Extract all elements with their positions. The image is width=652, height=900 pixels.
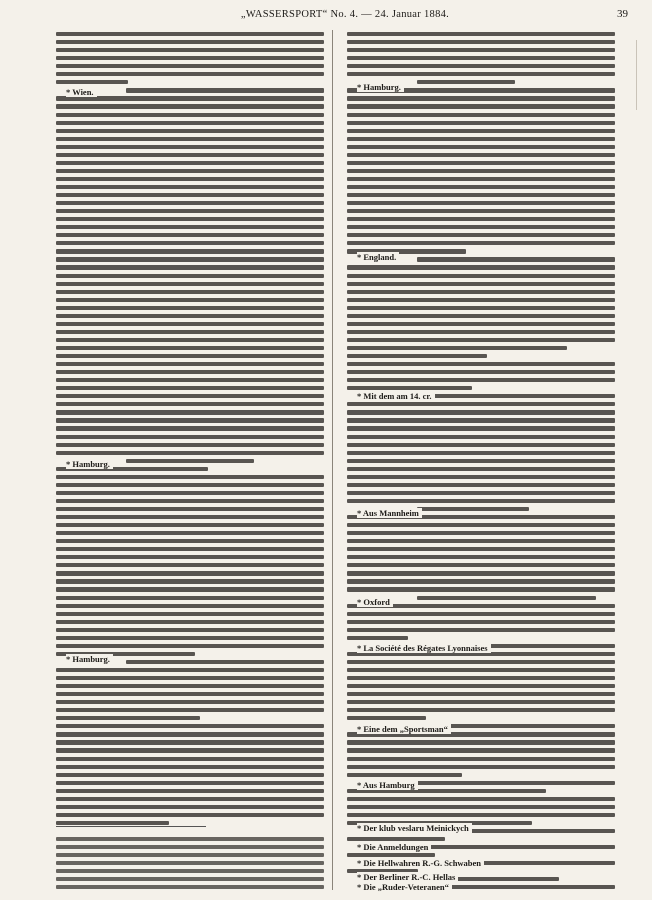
text-line — [347, 48, 615, 52]
text-line — [417, 781, 615, 785]
running-header — [62, 8, 628, 24]
text-line — [347, 282, 615, 286]
text-line — [347, 290, 615, 294]
text-line — [347, 668, 615, 672]
text-line — [56, 435, 324, 439]
text-line — [56, 104, 324, 108]
text-line — [56, 748, 324, 752]
text-line — [417, 80, 515, 84]
text-line — [56, 40, 324, 44]
text-line — [56, 241, 324, 245]
text-line — [56, 724, 324, 728]
article-heading-england: * England. — [357, 252, 399, 262]
text-line — [347, 684, 615, 688]
text-line — [56, 298, 324, 302]
text-line — [56, 805, 324, 809]
text-line — [56, 426, 324, 430]
text-line — [56, 483, 324, 487]
article-heading-anmeldungen: * Die Anmeldungen — [357, 842, 431, 852]
text-line — [56, 628, 324, 632]
text-line — [56, 72, 324, 76]
text-line — [347, 129, 615, 133]
text-line — [56, 56, 324, 60]
left-column — [56, 30, 324, 892]
text-line — [347, 716, 426, 720]
text-line — [347, 451, 615, 455]
text-line — [56, 523, 324, 527]
text-line — [347, 443, 615, 447]
text-line — [56, 249, 324, 253]
text-line — [347, 113, 615, 117]
text-line — [56, 274, 324, 278]
text-line — [347, 555, 615, 559]
text-line — [56, 579, 324, 583]
text-line — [56, 225, 324, 229]
text-line — [347, 563, 615, 567]
text-line — [126, 660, 324, 664]
text-line — [126, 88, 324, 92]
text-line — [56, 797, 324, 801]
text-line — [347, 177, 615, 181]
page-number: 39 — [617, 8, 628, 20]
text-line — [56, 515, 324, 519]
text-line — [56, 410, 324, 414]
text-line — [347, 161, 615, 165]
article-heading-aus-hamburg: * Aus Hamburg — [357, 780, 418, 790]
text-line — [347, 708, 615, 712]
text-line — [347, 185, 615, 189]
article-heading-sportsman: * Eine dem „Sportsman“ — [357, 724, 451, 734]
text-line — [347, 314, 615, 318]
article-heading-hellwahren: * Die Hellwahren R.-G. Schwaben — [357, 858, 484, 868]
text-line — [347, 740, 615, 744]
text-line — [56, 322, 324, 326]
article-heading-hamburg: * Hamburg. — [357, 82, 404, 92]
text-line — [347, 225, 615, 229]
text-line — [347, 346, 567, 350]
text-line — [347, 620, 615, 624]
text-line — [56, 177, 324, 181]
text-line — [56, 837, 324, 841]
text-line — [56, 370, 324, 374]
text-line — [347, 418, 615, 422]
text-line — [347, 169, 615, 173]
text-line — [56, 443, 324, 447]
text-line — [347, 32, 615, 36]
text-line — [347, 748, 615, 752]
text-line — [347, 233, 615, 237]
article-heading-wien: * Wien. — [66, 87, 97, 97]
text-line — [347, 475, 615, 479]
text-line — [347, 773, 462, 777]
text-line — [347, 322, 615, 326]
text-line — [56, 306, 324, 310]
text-line — [347, 483, 615, 487]
text-line — [347, 765, 615, 769]
text-line — [56, 765, 324, 769]
text-line — [56, 636, 324, 640]
text-line — [347, 298, 615, 302]
text-line — [56, 402, 324, 406]
text-line — [347, 209, 615, 213]
text-line — [347, 338, 615, 342]
text-line — [56, 612, 324, 616]
text-line — [56, 676, 324, 680]
text-line — [347, 700, 615, 704]
text-line — [56, 716, 200, 720]
text-line — [56, 330, 324, 334]
text-line — [56, 821, 169, 825]
text-line — [56, 596, 324, 600]
text-line — [347, 137, 615, 141]
text-line — [56, 555, 324, 559]
right-column — [347, 30, 615, 892]
text-line — [56, 129, 324, 133]
text-line — [347, 853, 435, 857]
text-line — [56, 209, 324, 213]
text-line — [56, 378, 324, 382]
text-line — [56, 684, 324, 688]
text-line — [56, 80, 128, 84]
text-line — [56, 813, 324, 817]
text-line — [417, 394, 615, 398]
text-line — [56, 604, 324, 608]
text-line — [347, 306, 615, 310]
text-line — [347, 539, 615, 543]
text-line — [347, 153, 615, 157]
text-line — [347, 217, 615, 221]
text-line — [56, 853, 324, 857]
text-line — [347, 354, 487, 358]
article-heading-meinickych: * Der klub veslaru Meinickych — [357, 823, 472, 833]
text-line — [347, 692, 615, 696]
text-line — [347, 660, 615, 664]
text-line — [56, 451, 324, 455]
text-line — [347, 531, 615, 535]
text-line — [347, 201, 615, 205]
article-heading-hamburg: * Hamburg. — [66, 654, 113, 664]
scan-edge-mark — [636, 40, 637, 110]
text-line — [347, 378, 615, 382]
text-line — [56, 185, 324, 189]
text-line — [126, 459, 254, 463]
text-line — [56, 113, 324, 117]
text-line — [56, 668, 324, 672]
text-line — [347, 40, 615, 44]
text-line — [347, 241, 615, 245]
text-line — [347, 797, 615, 801]
text-line — [56, 145, 324, 149]
text-line — [347, 265, 615, 269]
text-line — [347, 274, 615, 278]
text-line — [347, 579, 615, 583]
text-line — [56, 64, 324, 68]
text-line — [56, 32, 324, 36]
text-line — [347, 64, 615, 68]
text-line — [347, 757, 615, 761]
text-line — [56, 394, 324, 398]
text-line — [56, 708, 324, 712]
text-line — [56, 789, 324, 793]
text-line — [56, 773, 324, 777]
text-line — [56, 491, 324, 495]
text-line — [347, 499, 615, 503]
text-line — [347, 104, 615, 108]
text-line — [56, 233, 324, 237]
text-line — [56, 169, 324, 173]
text-line — [56, 869, 324, 873]
text-line — [347, 330, 615, 334]
article-heading-oxford: * Oxford — [357, 597, 393, 607]
text-line — [56, 499, 324, 503]
text-line — [56, 201, 324, 205]
text-line — [347, 571, 615, 575]
text-line — [347, 491, 615, 495]
text-line — [347, 612, 615, 616]
text-line — [347, 370, 615, 374]
text-line — [56, 338, 324, 342]
article-heading-societe: * La Société des Régates Lyonnaises — [357, 643, 491, 653]
text-line — [56, 861, 324, 865]
text-line — [347, 96, 615, 100]
text-line — [347, 467, 615, 471]
text-line — [56, 161, 324, 165]
article-heading-berliner: * Der Berliner R.-C. Hellas — [357, 872, 458, 882]
text-line — [56, 644, 324, 648]
text-line — [56, 386, 324, 390]
text-line — [56, 531, 324, 535]
text-line — [56, 547, 324, 551]
footnote-separator — [56, 826, 206, 827]
text-line — [347, 386, 472, 390]
text-line — [347, 72, 615, 76]
article-heading-mit-dem: * Mit dem am 14. cr. — [357, 391, 435, 401]
text-line — [56, 781, 324, 785]
text-line — [56, 257, 324, 261]
text-line — [56, 740, 324, 744]
article-heading-veteranen: * Die „Ruder-Veteranen“ — [357, 882, 452, 892]
text-line — [56, 290, 324, 294]
text-line — [56, 217, 324, 221]
text-line — [56, 571, 324, 575]
text-line — [347, 402, 615, 406]
text-line — [347, 805, 615, 809]
text-line — [56, 885, 324, 889]
text-line — [56, 354, 324, 358]
text-line — [347, 547, 615, 551]
text-line — [56, 418, 324, 422]
text-line — [347, 813, 615, 817]
text-line — [347, 193, 615, 197]
text-line — [56, 346, 324, 350]
text-line — [56, 475, 324, 479]
text-line — [56, 48, 324, 52]
text-line — [347, 587, 615, 591]
text-line — [56, 282, 324, 286]
text-line — [56, 587, 324, 591]
text-line — [56, 314, 324, 318]
text-line — [347, 410, 615, 414]
article-heading-mannheim: * Aus Mannheim — [357, 508, 422, 518]
text-line — [417, 507, 529, 511]
text-line — [347, 628, 615, 632]
column-divider — [332, 30, 333, 890]
text-line — [347, 435, 615, 439]
text-line — [56, 507, 324, 511]
article-heading-hamburg: * Hamburg. — [66, 459, 113, 469]
text-line — [56, 137, 324, 141]
text-line — [56, 121, 324, 125]
text-line — [347, 56, 615, 60]
text-line — [347, 426, 615, 430]
text-line — [347, 837, 445, 841]
text-line — [347, 145, 615, 149]
text-line — [56, 732, 324, 736]
text-line — [56, 757, 324, 761]
text-line — [347, 121, 615, 125]
text-line — [417, 596, 596, 600]
text-line — [56, 620, 324, 624]
text-line — [56, 153, 324, 157]
text-line — [56, 877, 324, 881]
text-line — [347, 636, 408, 640]
text-line — [56, 362, 324, 366]
text-line — [56, 563, 324, 567]
text-line — [56, 700, 324, 704]
text-line — [56, 539, 324, 543]
header-title: „WASSERSPORT“ No. 4. — 24. Januar 1884. — [240, 9, 450, 20]
text-line — [56, 193, 324, 197]
text-line — [347, 362, 615, 366]
text-line — [56, 265, 324, 269]
text-line — [56, 96, 324, 100]
text-line — [347, 523, 615, 527]
text-line — [417, 257, 615, 261]
text-line — [347, 459, 615, 463]
text-line — [347, 676, 615, 680]
text-line — [56, 692, 324, 696]
text-line — [56, 845, 324, 849]
text-line — [417, 845, 615, 849]
